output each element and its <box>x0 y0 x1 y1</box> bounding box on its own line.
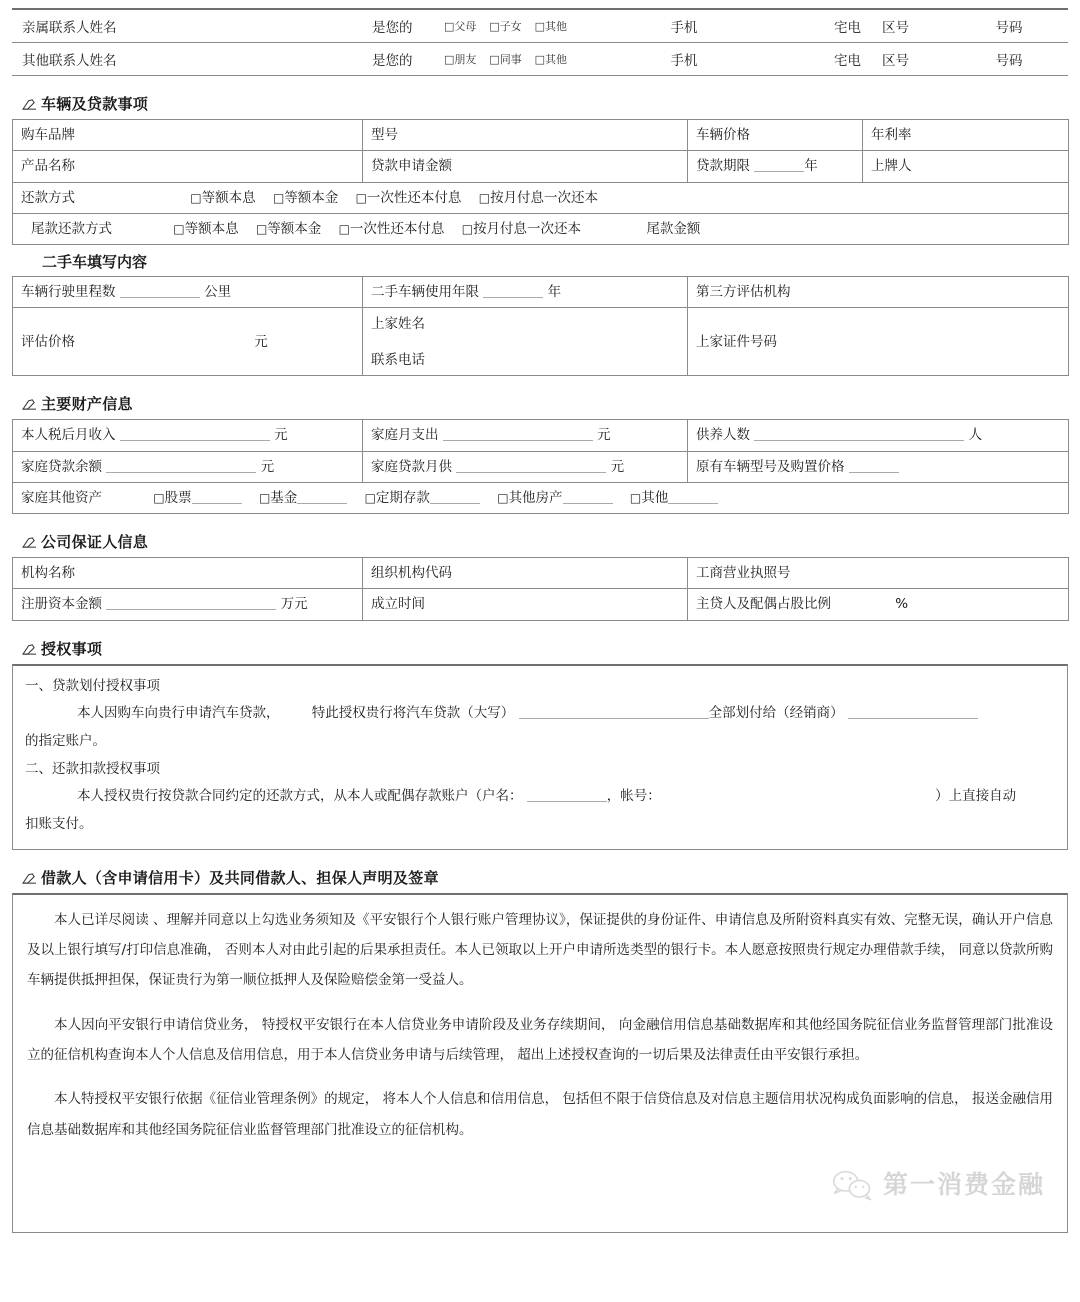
checkbox-icon[interactable]: □ <box>338 221 350 236</box>
relative-number-label: 号码 <box>995 20 1023 36</box>
dependents-input[interactable] <box>754 428 964 441</box>
checkbox-label: 朋友 <box>454 53 477 66</box>
checkbox-icon[interactable]: □ <box>478 190 491 205</box>
checkbox-icon[interactable]: □ <box>272 190 285 205</box>
loan-balance-label: 家庭贷款余额 <box>21 458 102 475</box>
balloon-option-equal-installment[interactable] <box>173 219 238 239</box>
checkbox-label: 等额本息 <box>201 189 256 206</box>
wechat-icon <box>831 1168 875 1202</box>
checkbox-label: 定期存款 <box>375 489 430 506</box>
table-row <box>12 43 1068 76</box>
car-model-label: 型号 <box>363 120 688 151</box>
org-code-label: 组织机构代码 <box>363 558 688 589</box>
asset-option-stock[interactable] <box>153 488 241 508</box>
asset-option-fund[interactable] <box>259 488 347 508</box>
checkbox-icon[interactable]: □ <box>629 490 642 505</box>
other-asset-input[interactable] <box>668 491 718 504</box>
authorization-section-title: 授权事项 <box>41 639 103 658</box>
form-page <box>0 8 1080 1233</box>
relative-contact-name-label: 亲属联系人姓名 <box>22 20 117 36</box>
checkbox-label: 其他房产 <box>508 489 563 506</box>
table-row <box>13 558 1069 589</box>
table-row <box>13 451 1069 482</box>
table-row <box>13 182 1069 213</box>
declaration-box <box>12 893 1068 1233</box>
balloon-repay-label: 尾款还款方式 <box>31 220 112 237</box>
income-label: 本人税后月收入 <box>21 427 116 444</box>
repay-option-lump-sum[interactable] <box>356 188 462 208</box>
auth-dealer-input[interactable] <box>848 706 978 719</box>
auth-item1-body <box>25 700 1055 728</box>
balloon-option-lump-sum[interactable] <box>339 219 445 239</box>
guarantor-section-title: 公司保证人信息 <box>41 533 149 551</box>
declaration-paragraph-3: 本人特授权平安银行依据《征信业管理条例》的规定， 将本人个人信息和信用信息， 包括但不限于信贷信息及对信息主题信用状况构成负面影响的信息， 报送金融信用信息基础数据库和其他经国务院征信业监督管理部门批准设立的征信机构。 <box>27 1091 1053 1138</box>
mileage-label: 车辆行驶里程数 <box>21 284 116 300</box>
old-vehicle-label: 原有车辆型号及购置价格 <box>696 458 845 475</box>
seller-name-label: 上家姓名 <box>371 315 425 332</box>
family-expense-input[interactable] <box>443 428 593 441</box>
checkbox-icon[interactable]: □ <box>173 221 185 236</box>
checkbox-icon[interactable]: □ <box>258 490 271 505</box>
auth-item1-text-b: 特此授权贵行将汽车贷款（大写） <box>311 705 515 722</box>
auth-item2-text-c: ）上直接自动 <box>935 788 1017 805</box>
guarantor-table <box>12 557 1069 621</box>
checkbox-label: 其他 <box>544 53 567 66</box>
repayment-method-cell <box>13 182 1069 213</box>
table-row <box>13 213 1069 244</box>
watermark <box>831 1157 1045 1213</box>
mileage-cell <box>13 277 363 308</box>
plate-person-label: 上牌人 <box>863 151 1069 182</box>
repay-option-equal-principal[interactable] <box>273 188 338 208</box>
assets-table <box>12 419 1069 514</box>
guarantor-section-heading <box>22 531 1068 552</box>
relative-home-phone-label: 宅电 <box>834 20 861 36</box>
balloon-option-monthly-interest[interactable] <box>462 219 581 239</box>
relative-relation-label: 是您的 <box>372 20 413 36</box>
auth-item2-text-a: 本人授权贵行按贷款合同约定的还款方式，从本人或配偶存款账户（户名： <box>77 788 523 805</box>
monthly-payment-cell <box>363 451 688 482</box>
establish-date-label: 成立时间 <box>363 589 688 620</box>
checkbox-other[interactable] <box>535 20 567 33</box>
relative-area-code-label: 区号 <box>882 20 909 36</box>
checkbox-label: 等额本金 <box>284 189 339 206</box>
checkbox-label: 父母 <box>454 20 477 33</box>
auth-item1-title: 一、贷款划付授权事项 <box>25 677 160 694</box>
checkbox-icon[interactable]: □ <box>461 221 474 236</box>
car-price-label: 车辆价格 <box>688 120 863 151</box>
checkbox-label: 等额本息 <box>184 220 239 237</box>
checkbox-icon[interactable]: □ <box>489 53 500 66</box>
registered-capital-input[interactable] <box>106 597 276 610</box>
car-age-cell <box>363 277 688 308</box>
car-brand-label: 购车品牌 <box>13 120 363 151</box>
loan-balance-unit: 元 <box>260 458 275 475</box>
table-row <box>13 151 1069 182</box>
income-unit: 元 <box>274 427 288 444</box>
third-party-appraiser-label: 第三方评估机构 <box>688 277 1069 308</box>
contacts-table <box>12 8 1068 76</box>
balloon-amount-label: 尾款金额 <box>646 220 701 237</box>
assets-section-heading <box>22 393 1068 414</box>
auth-item1-text-a: 本人因购车向贵行申请汽车贷款， <box>77 705 280 722</box>
loan-term-label: 贷款期限 <box>696 158 750 175</box>
assess-price-label: 评估价格 <box>21 333 75 350</box>
auth-item2-text-b: ，帐号： <box>606 788 661 805</box>
balloon-repayment-cell <box>13 213 1069 244</box>
asset-option-other-property[interactable] <box>497 488 612 508</box>
pen-icon <box>22 535 37 548</box>
checkbox-icon[interactable]: □ <box>534 20 545 33</box>
checkbox-label: 股票 <box>164 489 192 506</box>
table-row <box>13 420 1069 451</box>
family-expense-unit: 元 <box>597 427 611 444</box>
vehicle-section-heading <box>22 93 1068 114</box>
income-cell <box>13 420 363 451</box>
car-age-label: 二手车辆使用年限 <box>371 284 479 300</box>
org-name-label: 机构名称 <box>13 558 363 589</box>
contacts-section <box>12 8 1068 76</box>
seller-id-label: 上家证件号码 <box>688 308 1069 376</box>
other-contact-name-label: 其他联系人姓名 <box>22 53 117 69</box>
relative-relation-options <box>444 9 639 43</box>
deposit-input[interactable] <box>430 491 480 504</box>
fund-input[interactable] <box>297 491 347 504</box>
table-row <box>13 120 1069 151</box>
assets-section-title: 主要财产信息 <box>41 395 133 414</box>
checkbox-icon[interactable]: □ <box>489 20 500 33</box>
stock-input[interactable] <box>192 491 242 504</box>
registered-capital-label: 注册资本金额 <box>21 596 102 613</box>
checkbox-label: 一次性还本付息 <box>366 189 462 206</box>
shareholding-label: 主贷人及配偶占股比例 <box>696 596 831 613</box>
assess-price-cell <box>13 308 363 376</box>
table-row <box>13 482 1069 513</box>
authorization-section-heading <box>22 638 1068 659</box>
registered-capital-cell <box>13 589 363 620</box>
checkbox-icon[interactable]: □ <box>255 221 268 236</box>
other-area-code-label: 区号 <box>882 53 909 69</box>
repayment-method-label: 还款方式 <box>21 189 75 206</box>
checkbox-icon[interactable]: □ <box>364 490 376 505</box>
checkbox-icon[interactable]: □ <box>190 190 202 205</box>
other-assets-label: 家庭其他资产 <box>21 489 102 506</box>
checkbox-label: 按月付息一次还本 <box>473 220 582 237</box>
relative-mobile-label: 手机 <box>670 20 698 36</box>
other-number-label: 号码 <box>995 53 1023 69</box>
family-expense-cell <box>363 420 688 451</box>
table-row <box>13 277 1069 308</box>
checkbox-label: 按月付息一次还本 <box>490 189 599 206</box>
shareholding-unit: % <box>895 596 909 613</box>
registered-capital-unit: 万元 <box>280 596 308 613</box>
authorization-box <box>12 664 1068 850</box>
other-assets-cell <box>13 482 1069 513</box>
seller-phone-label: 联系电话 <box>371 351 425 368</box>
dependents-cell <box>688 420 1069 451</box>
repay-option-equal-installment[interactable] <box>190 188 255 208</box>
mileage-unit: 公里 <box>204 284 232 300</box>
loan-balance-input[interactable] <box>106 460 256 473</box>
auth-item2-title: 二、还款扣款授权事项 <box>25 760 160 777</box>
checkbox-label: 等额本金 <box>267 220 322 237</box>
asset-option-term-deposit[interactable] <box>365 488 480 508</box>
auth-item2-text-d: 扣账支付。 <box>25 815 93 832</box>
declaration-section-title: 借款人（含申请信用卡）及共同借款人、担保人声明及签章 <box>41 868 439 887</box>
used-car-subheading: 二手车填写内容 <box>42 253 148 271</box>
loan-term-input[interactable] <box>754 159 804 172</box>
income-input[interactable] <box>120 428 270 441</box>
checkbox-colleague[interactable] <box>489 53 521 66</box>
old-vehicle-cell <box>688 451 1069 482</box>
auth-item2-body <box>25 783 1055 811</box>
checkbox-icon[interactable]: □ <box>444 53 455 66</box>
auth-amount-input[interactable] <box>519 706 709 719</box>
checkbox-parent[interactable] <box>444 20 476 33</box>
checkbox-label: 同事 <box>499 53 522 66</box>
annual-rate-label: 年利率 <box>863 120 1069 151</box>
checkbox-label: 基金 <box>270 489 298 506</box>
auth-item1-text-c: 全部划付给（经销商） <box>708 705 844 722</box>
checkbox-child[interactable] <box>489 20 521 33</box>
dependents-unit: 人 <box>968 427 983 444</box>
auth-item1-text-d: 的指定账户。 <box>25 732 106 749</box>
pen-icon <box>22 97 37 110</box>
used-car-table <box>12 276 1069 376</box>
property-input[interactable] <box>563 491 613 504</box>
product-name-label: 产品名称 <box>13 151 363 182</box>
balloon-option-equal-principal[interactable] <box>256 219 321 239</box>
pen-icon <box>22 642 37 655</box>
monthly-payment-label: 家庭贷款月供 <box>371 458 452 475</box>
table-row <box>13 589 1069 620</box>
family-expense-label: 家庭月支出 <box>371 427 439 444</box>
table-row <box>12 9 1068 43</box>
old-vehicle-input[interactable] <box>849 460 899 473</box>
table-row <box>13 308 1069 376</box>
loan-amount-label: 贷款申请金额 <box>363 151 688 182</box>
other-relation-label: 是您的 <box>372 53 413 69</box>
assess-price-unit: 元 <box>254 333 268 350</box>
checkbox-icon[interactable]: □ <box>497 490 509 505</box>
car-age-unit: 年 <box>547 284 562 300</box>
checkbox-label: 其他 <box>544 20 567 33</box>
declaration-section-heading <box>22 867 1068 888</box>
checkbox-label: 其他 <box>641 489 669 506</box>
vehicle-table <box>12 119 1069 245</box>
watermark-text: 第一消费金融 <box>882 1170 1045 1200</box>
repay-option-monthly-interest[interactable] <box>479 188 598 208</box>
business-license-label: 工商营业执照号 <box>688 558 1069 589</box>
shareholding-cell <box>688 589 1069 620</box>
checkbox-label: 子女 <box>499 20 522 33</box>
checkbox-other[interactable] <box>535 53 567 66</box>
loan-term-unit: 年 <box>804 158 818 175</box>
vehicle-section-title: 车辆及贷款事项 <box>41 95 149 113</box>
checkbox-icon[interactable]: □ <box>355 190 367 205</box>
checkbox-label: 一次性还本付息 <box>349 220 445 237</box>
checkbox-icon[interactable]: □ <box>534 53 545 66</box>
car-age-input[interactable] <box>483 285 543 298</box>
checkbox-icon[interactable]: □ <box>153 490 165 505</box>
monthly-payment-unit: 元 <box>610 458 625 475</box>
loan-term-cell <box>688 151 863 182</box>
monthly-payment-input[interactable] <box>456 460 606 473</box>
declaration-paragraph-1: 本人已详尽阅读 、理解并同意以上勾选业务须知及《平安银行个人银行账户管理协议》，保证提供的身份证件、申请信息及所附资料真实有效、完整无误，确认开户信息及以上银行填写/打印信息准确， 否则本人对由此引起的后果承担责任。本人已领取以上开户申请所选类型的银行卡。本人愿意按照贵行规定办理借款手续， 同意以贷款所购车辆提供抵押担保，保证贵行为第一顺位抵押人及保险赔偿金第一受益人。 <box>27 911 1053 989</box>
seller-info-cell <box>363 308 688 376</box>
declaration-paragraph-2: 本人因向平安银行申请信贷业务， 特授权平安银行在本人信贷业务申请阶段及业务存续期间， 向金融信用信息基础数据库和其他经国务院征信业务监督管理部门批准设立的征信机构查询本人个人信息及信用信息，用于本人信贷业务申请与后续管理， 超出上述授权查询的一切后果及法律责任由平安银行承担。 <box>27 1016 1053 1064</box>
other-mobile-label: 手机 <box>670 53 698 69</box>
checkbox-friend[interactable] <box>444 53 476 66</box>
loan-balance-cell <box>13 451 363 482</box>
auth-account-name-input[interactable] <box>527 789 607 802</box>
dependents-label: 供养人数 <box>696 427 750 444</box>
asset-option-other[interactable] <box>630 488 718 508</box>
pen-icon <box>22 871 37 884</box>
pen-icon <box>22 397 37 410</box>
other-relation-options <box>444 43 639 76</box>
checkbox-icon[interactable]: □ <box>444 20 455 33</box>
mileage-input[interactable] <box>120 285 200 298</box>
other-home-phone-label: 宅电 <box>834 53 861 69</box>
